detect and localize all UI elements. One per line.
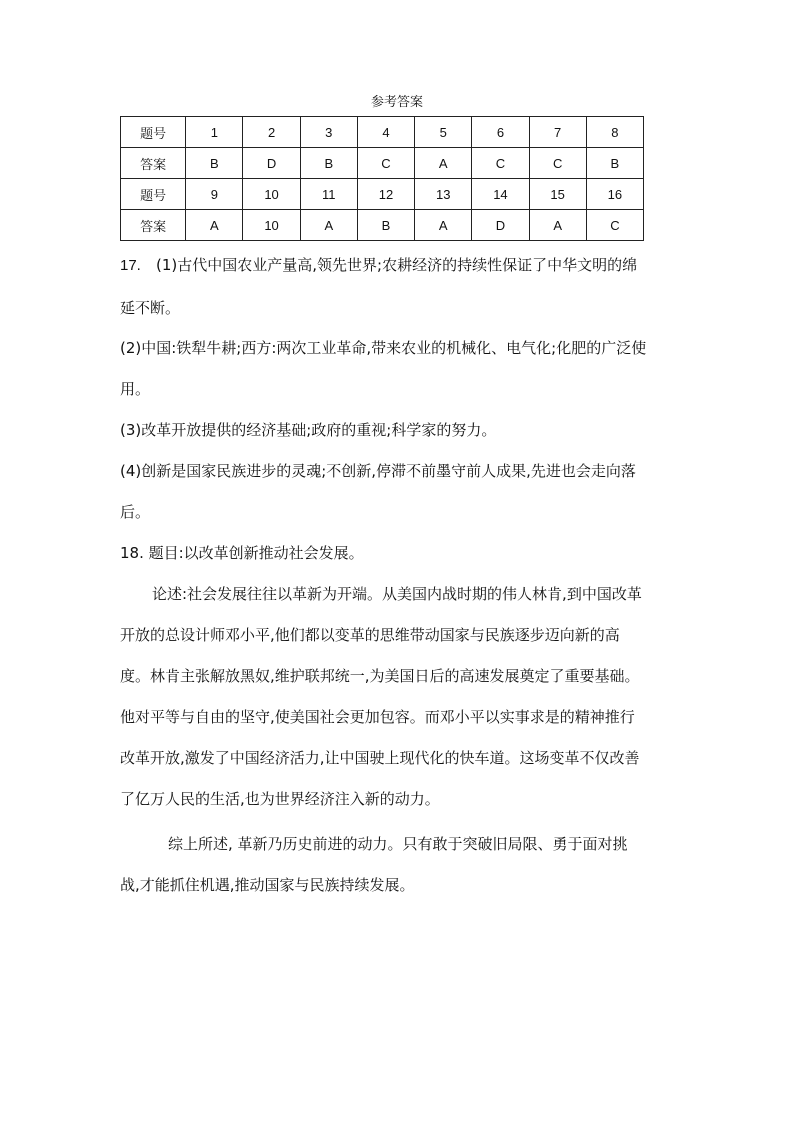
table-cell: D xyxy=(472,210,529,241)
table-cell: 2 xyxy=(243,117,300,148)
q17-part2-line2: 用。 xyxy=(120,380,151,398)
table-cell: 1 xyxy=(186,117,243,148)
answer-table-body xyxy=(121,117,644,241)
table-cell: 9 xyxy=(186,179,243,210)
table-cell: A xyxy=(415,210,472,241)
table-cell: 6 xyxy=(472,117,529,148)
table-cell: A xyxy=(415,148,472,179)
q18-essay-line-1: 论述:社会发展往往以革新为开端。从美国内战时期的伟人林肯,到中国改革 xyxy=(152,585,642,603)
table-cell: 16 xyxy=(586,179,643,210)
table-cell: 8 xyxy=(586,117,643,148)
table-cell: A xyxy=(300,210,357,241)
table-cell: C xyxy=(472,148,529,179)
table-cell: C xyxy=(529,148,586,179)
table-cell: D xyxy=(243,148,300,179)
table-cell: 13 xyxy=(415,179,472,210)
table-cell: C xyxy=(357,148,414,179)
table-cell: 12 xyxy=(357,179,414,210)
q18-essay-line-7: 综上所述, 革新乃历史前进的动力。只有敢于突破旧局限、勇于面对挑 xyxy=(168,835,628,853)
q18-essay-line-6: 了亿万人民的生活,也为世界经济注入新的动力。 xyxy=(120,790,440,808)
q18-essay-line-2: 开放的总设计师邓小平,他们都以变革的思维带动国家与民族逐步迈向新的高 xyxy=(120,626,620,644)
table-cell: A xyxy=(529,210,586,241)
q17-part2-line1: (2)中国:铁犁牛耕;西方:两次工业革命,带来农业的机械化、电气化;化肥的广泛使 xyxy=(120,339,647,357)
row-label-cell: 题号 xyxy=(121,179,186,210)
table-cell: B xyxy=(357,210,414,241)
row-label-cell: 答案 xyxy=(121,210,186,241)
q17-number: 17. xyxy=(120,257,141,274)
table-row xyxy=(121,179,644,210)
page-title: 参考答案 xyxy=(370,95,423,110)
table-cell: B xyxy=(586,148,643,179)
row-label-cell: 答案 xyxy=(121,148,186,179)
table-row xyxy=(121,210,644,241)
table-cell: 3 xyxy=(300,117,357,148)
table-cell: 10 xyxy=(243,210,300,241)
table-cell: 10 xyxy=(243,179,300,210)
table-cell: 11 xyxy=(300,179,357,210)
q17-part1-line2: 延不断。 xyxy=(120,299,181,317)
table-cell: B xyxy=(300,148,357,179)
q17-part3-line1: (3)改革开放提供的经济基础;政府的重视;科学家的努力。 xyxy=(120,421,497,439)
q17-part4-line2: 后。 xyxy=(120,503,151,521)
table-row xyxy=(121,117,644,148)
q18-heading: 18. 题目:以改革创新推动社会发展。 xyxy=(120,544,364,562)
q18-essay-line-8: 战,才能抓住机遇,推动国家与民族持续发展。 xyxy=(120,876,415,894)
table-cell: C xyxy=(586,210,643,241)
table-cell: B xyxy=(186,148,243,179)
q18-essay-line-5: 改革开放,激发了中国经济活力,让中国驶上现代化的快车道。这场变革不仅改善 xyxy=(120,749,640,767)
row-label-cell: 题号 xyxy=(121,117,186,148)
table-cell: 14 xyxy=(472,179,529,210)
table-cell: 4 xyxy=(357,117,414,148)
q18-essay-line-4: 他对平等与自由的坚守,使美国社会更加包容。而邓小平以实事求是的精神推行 xyxy=(120,708,635,726)
table-cell: 7 xyxy=(529,117,586,148)
q17-part1-line1: (1)古代中国农业产量高,领先世界;农耕经济的持续性保证了中华文明的绵 xyxy=(156,256,638,274)
q18-essay-line-3: 度。林肯主张解放黑奴,维护联邦统一,为美国日后的高速发展奠定了重要基础。 xyxy=(120,667,640,685)
table-cell: A xyxy=(186,210,243,241)
answer-table xyxy=(120,116,644,241)
table-cell: 15 xyxy=(529,179,586,210)
q17-part4-line1: (4)创新是国家民族进步的灵魂;不创新,停滞不前墨守前人成果,先进也会走向落 xyxy=(120,462,636,480)
table-row xyxy=(121,148,644,179)
q17-line-1 xyxy=(120,255,680,276)
table-cell: 5 xyxy=(415,117,472,148)
